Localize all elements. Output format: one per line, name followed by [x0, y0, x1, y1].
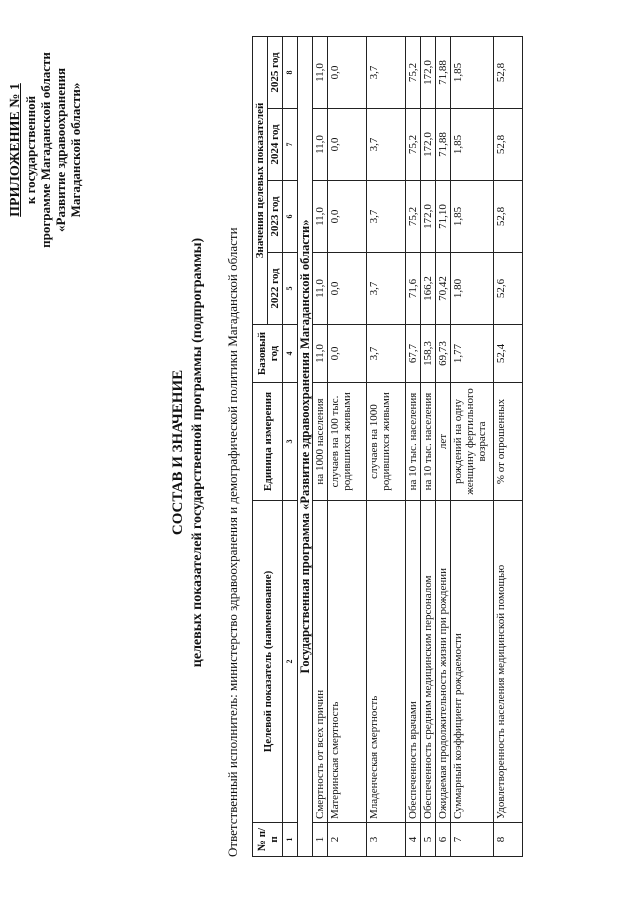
- row-base: 11,0: [313, 325, 328, 383]
- responsible-executor: Ответственный исполнитель: министерство здравоохранения и демографической политики Магаданской области: [225, 227, 240, 857]
- row-base: 1,77: [451, 325, 494, 383]
- row-base: 52,4: [494, 325, 523, 383]
- row-unit: лет: [436, 383, 451, 501]
- row-2025: 71,88: [436, 36, 451, 108]
- row-2025: 75,2: [406, 36, 421, 108]
- appendix-block: [8, 30, 83, 270]
- row-indicator: Обеспеченность врачами: [406, 501, 421, 823]
- row-2022: 11,0: [313, 253, 328, 325]
- header-2022: 2022 год: [268, 253, 283, 325]
- row-2024: 11,0: [313, 109, 328, 181]
- header-indicator: Целевой показатель (наименование): [253, 501, 283, 823]
- row-2022: 0,0: [328, 253, 367, 325]
- document-subtitle: целевых показателей государственной программы (подпрограммы): [190, 237, 205, 668]
- indicators-table: [252, 36, 523, 857]
- row-indicator: Удовлетворенность населения медицинской помощью: [494, 501, 523, 823]
- row-2025: 172,0: [421, 36, 436, 108]
- row-2022: 1,80: [451, 253, 494, 325]
- header-unit: Единица измерения: [253, 383, 283, 501]
- row-indicator: Обеспеченность средним медицинским персоналом: [421, 501, 436, 823]
- appendix-line-1: к государственной: [23, 95, 38, 205]
- row-no: 6: [436, 823, 451, 857]
- row-2024: 71,88: [436, 109, 451, 181]
- row-no: 2: [328, 823, 367, 857]
- table-row: [494, 36, 523, 856]
- appendix-line-4: Магаданской области»: [68, 82, 83, 218]
- row-2024: 3,7: [367, 109, 406, 181]
- header-values-group: Значения целевых показателей: [253, 36, 268, 324]
- row-no: 5: [421, 823, 436, 857]
- row-2025: 11,0: [313, 36, 328, 108]
- row-2023: 3,7: [367, 181, 406, 253]
- row-2024: 75,2: [406, 109, 421, 181]
- col-number: 6: [283, 181, 298, 253]
- table-row: [328, 36, 367, 856]
- row-base: 0,0: [328, 325, 367, 383]
- row-2025: 1,85: [451, 36, 494, 108]
- row-indicator: Материнская смертность: [328, 501, 367, 823]
- appendix-line-2: программе Магаданской области: [38, 52, 53, 248]
- row-2023: 11,0: [313, 181, 328, 253]
- row-2025: 3,7: [367, 36, 406, 108]
- row-unit: % от опрошенных: [494, 383, 523, 501]
- table-row: [367, 36, 406, 856]
- row-unit: на 1000 населения: [313, 383, 328, 501]
- row-2022: 3,7: [367, 253, 406, 325]
- row-unit: случаев на 100 тыс. родившихся живыми: [328, 383, 367, 501]
- col-number: 4: [283, 325, 298, 383]
- row-no: 8: [494, 823, 523, 857]
- col-number: 2: [283, 501, 298, 823]
- table-row: [313, 36, 328, 856]
- table-row: [436, 36, 451, 856]
- header-2023: 2023 год: [268, 181, 283, 253]
- row-base: 67,7: [406, 325, 421, 383]
- document-title: СОСТАВ И ЗНАЧЕНИЕ: [170, 369, 186, 536]
- row-2022: 71,6: [406, 253, 421, 325]
- row-no: 4: [406, 823, 421, 857]
- row-2022: 52,6: [494, 253, 523, 325]
- row-2023: 52,8: [494, 181, 523, 253]
- col-number: 8: [283, 36, 298, 108]
- row-2024: 1,85: [451, 109, 494, 181]
- row-no: 1: [313, 823, 328, 857]
- header-2025: 2025 год: [268, 36, 283, 108]
- row-indicator: Ожидаемая продолжительность жизни при рождении: [436, 501, 451, 823]
- row-2023: 1,85: [451, 181, 494, 253]
- row-2024: 52,8: [494, 109, 523, 181]
- row-2023: 75,2: [406, 181, 421, 253]
- row-2025: 0,0: [328, 36, 367, 108]
- col-number: 7: [283, 109, 298, 181]
- row-2022: 166,2: [421, 253, 436, 325]
- row-2024: 0,0: [328, 109, 367, 181]
- row-indicator: Младенческая смертность: [367, 501, 406, 823]
- row-unit: на 10 тыс. населения: [421, 383, 436, 501]
- col-number: 1: [283, 823, 298, 857]
- row-indicator: Смертность от всех причин: [313, 501, 328, 823]
- header-no: № п/п: [253, 823, 283, 857]
- col-number: 5: [283, 253, 298, 325]
- row-2023: 172,0: [421, 181, 436, 253]
- row-base: 158,3: [421, 325, 436, 383]
- row-2023: 0,0: [328, 181, 367, 253]
- row-no: 7: [451, 823, 494, 857]
- row-no: 3: [367, 823, 406, 857]
- program-title-row: Государственная программа «Развитие здравоохранения Магаданской области»: [298, 36, 313, 856]
- row-2024: 172,0: [421, 109, 436, 181]
- appendix-line-3: «Развитие здравоохранения: [53, 68, 68, 232]
- row-unit: рождений на одну женщину фертильного возраста: [451, 383, 494, 501]
- row-unit: на 10 тыс. населения: [406, 383, 421, 501]
- header-2024: 2024 год: [268, 109, 283, 181]
- table-row: [421, 36, 436, 856]
- row-2025: 52,8: [494, 36, 523, 108]
- row-2022: 70,42: [436, 253, 451, 325]
- table-row: [451, 36, 494, 856]
- row-indicator: Суммарный коэффициент рождаемости: [451, 501, 494, 823]
- col-number: 3: [283, 383, 298, 501]
- row-2023: 71,10: [436, 181, 451, 253]
- row-base: 69,73: [436, 325, 451, 383]
- table-row: [406, 36, 421, 856]
- header-base-year: Базовый год: [253, 325, 283, 383]
- appendix-title: ПРИЛОЖЕНИЕ № 1: [8, 83, 23, 217]
- row-base: 3,7: [367, 325, 406, 383]
- row-unit: случаев на 1000 родившихся живыми: [367, 383, 406, 501]
